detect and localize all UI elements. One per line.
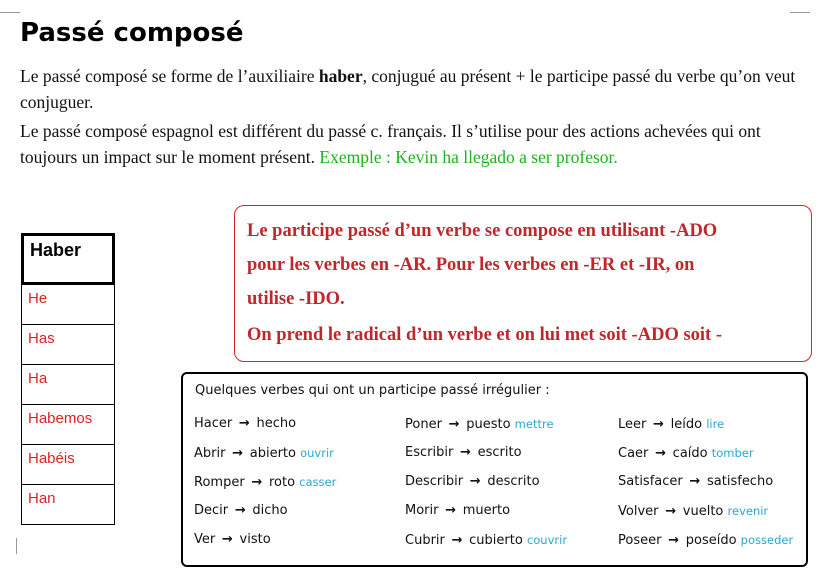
intro-bold-word: haber (318, 66, 363, 86)
page-title: Passé composé (20, 18, 244, 48)
verb-participle: descrito (487, 474, 540, 489)
verb-translation: ouvrir (300, 446, 334, 460)
verb-row (405, 415, 567, 444)
verb-translation: tomber (711, 446, 754, 460)
verb-infinitive: Morir (405, 503, 439, 518)
haber-form: Habéis (21, 445, 115, 485)
verb-row (405, 531, 567, 560)
verb-participle: caído (672, 446, 708, 461)
verb-infinitive: Ver (194, 532, 216, 547)
rule-line: On prend le radical d’un verbe et on lui met soit -ADO soit - (247, 325, 722, 345)
verb-translation: casser (299, 475, 337, 489)
verb-infinitive: Hacer (194, 416, 233, 431)
right-arrow-icon: → (238, 416, 250, 431)
verb-participle: abierto (249, 446, 296, 461)
verb-participle: roto (268, 475, 296, 490)
verb-row (194, 415, 336, 444)
verb-infinitive: Satisfacer (618, 474, 683, 489)
verb-infinitive: Leer (618, 417, 647, 432)
verb-row (618, 473, 793, 502)
irregular-verbs-box (181, 372, 808, 567)
verb-column (618, 415, 793, 560)
right-arrow-icon: → (668, 533, 680, 548)
right-arrow-icon: → (251, 475, 263, 490)
verb-participle: leído (670, 417, 703, 432)
verb-participle: visto (239, 532, 271, 547)
verb-participle: dicho (252, 503, 288, 518)
irregular-verbs-heading: Quelques verbes qui ont un participe passé irrégulier : (195, 383, 550, 398)
verb-row (405, 473, 567, 502)
intro-paragraph (20, 63, 800, 115)
verb-row (618, 444, 793, 473)
verb-row (618, 415, 793, 444)
verb-participle: hecho (256, 416, 297, 431)
verb-row (194, 502, 336, 531)
haber-form: Has (21, 325, 115, 365)
usage-example: Exemple : Kevin ha llegado a ser profesor. (319, 147, 618, 167)
verb-participle: vuelto (682, 504, 724, 519)
haber-table-header: Haber (21, 233, 115, 285)
haber-form: He (21, 285, 115, 325)
rule-line: utilise -IDO. (247, 289, 345, 309)
verb-participle: poseído (685, 533, 737, 548)
verb-translation: revenir (727, 504, 769, 518)
verb-translation: lire (706, 417, 725, 431)
verb-infinitive: Caer (618, 446, 649, 461)
verb-infinitive: Cubrir (405, 533, 445, 548)
rule-line: pour les verbes en -AR. Pour les verbes en -ER et -IR, on (247, 255, 695, 275)
verb-infinitive: Abrir (194, 446, 226, 461)
verb-participle: muerto (462, 503, 511, 518)
verb-translation: couvrir (526, 533, 568, 547)
verb-infinitive: Decir (194, 503, 229, 518)
right-arrow-icon: → (451, 533, 463, 548)
verb-infinitive: Romper (194, 475, 245, 490)
verb-row (405, 444, 567, 473)
right-arrow-icon: → (655, 446, 666, 461)
verb-row (194, 473, 336, 502)
verb-participle: escrito (477, 445, 522, 460)
haber-form: Ha (21, 365, 115, 405)
crop-mark-bottom-left (16, 538, 17, 554)
verb-infinitive: Poner (405, 417, 442, 432)
haber-conjugation-table (21, 233, 115, 525)
usage-text: Le passé composé espagnol est différent du passé c. français. Il s’utilise pour des actions achevées qui ont toujours un impact sur le moment présent. (20, 121, 761, 167)
verb-row (405, 502, 567, 531)
haber-form: Habemos (21, 405, 115, 445)
usage-paragraph (20, 118, 800, 170)
intro-text-end: , conjugué au présent + le participe passé du verbe qu’on veut conjuguer. (20, 66, 796, 112)
verb-row (194, 444, 336, 473)
right-arrow-icon: → (653, 417, 664, 432)
verb-column (405, 415, 567, 560)
verb-row (194, 531, 336, 560)
intro-text: Le passé composé se forme de l’auxiliaire (20, 66, 319, 86)
right-arrow-icon: → (232, 446, 244, 461)
right-arrow-icon: → (689, 474, 701, 489)
verb-translation: posseder (740, 533, 794, 547)
crop-mark-top-right (790, 12, 810, 13)
right-arrow-icon: → (448, 417, 460, 432)
verb-row (618, 502, 793, 531)
participle-rule-box (234, 205, 812, 362)
verb-infinitive: Escribir (405, 445, 454, 460)
verb-row (618, 531, 793, 560)
verb-infinitive: Volver (618, 504, 659, 519)
crop-mark-top-left (0, 12, 20, 13)
right-arrow-icon: → (234, 503, 246, 518)
rule-line: Le participe passé d’un verbe se compose en utilisant -ADO (247, 221, 718, 241)
verb-participle: puesto (466, 417, 511, 432)
right-arrow-icon: → (469, 474, 481, 489)
right-arrow-icon: → (445, 503, 457, 518)
verb-participle: cubierto (469, 533, 523, 548)
verb-infinitive: Describir (405, 474, 464, 489)
verb-infinitive: Poseer (618, 533, 662, 548)
verb-column (194, 415, 336, 560)
right-arrow-icon: → (665, 504, 677, 519)
verb-translation: mettre (514, 417, 554, 431)
haber-form: Han (21, 485, 115, 525)
right-arrow-icon: → (221, 532, 233, 547)
right-arrow-icon: → (460, 445, 471, 460)
verb-participle: satisfecho (707, 474, 774, 489)
